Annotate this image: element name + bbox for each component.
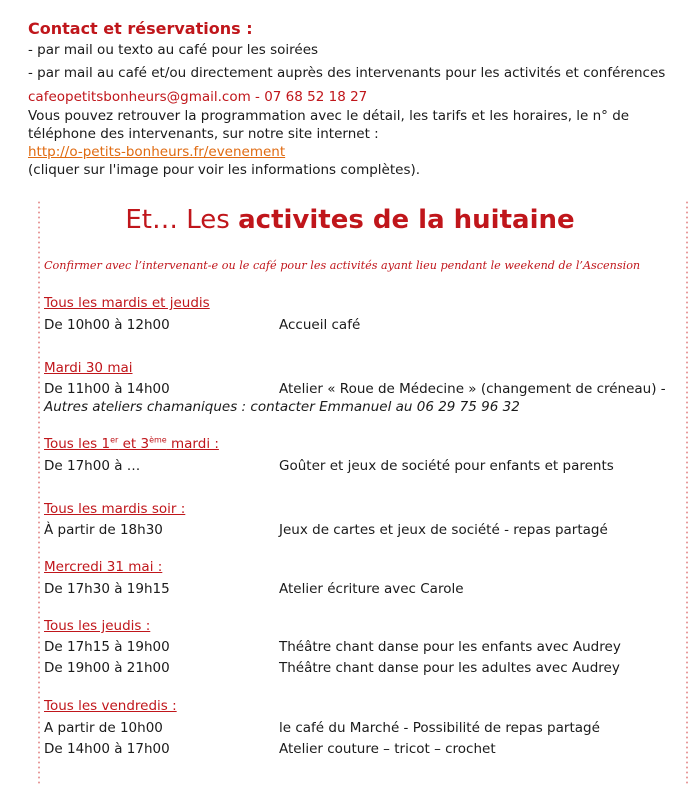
heading-part-b: et 3 — [118, 436, 150, 452]
contact-email-phone[interactable]: cafeopetitsbonheurs@gmail.com - 07 68 52 18 27 — [28, 89, 368, 105]
activity-theatre-adultes: Théâtre chant danse pour les adultes avec Audrey — [279, 660, 620, 676]
activity-accueil-cafe: Accueil café — [279, 317, 361, 333]
time-theatre-enfants: De 17h15 à 19h00 — [44, 639, 170, 655]
activities-subtitle: Confirmer avec l’intervenant-e ou le café pour les activités ayant lieu pendant le weekend de l’Ascension — [44, 259, 641, 272]
time-accueil-cafe: De 10h00 à 12h00 — [44, 317, 170, 333]
activity-cafe-marche: le café du Marché - Possibilité de repas partagé — [279, 720, 600, 736]
heading-1er-3eme-mardi — [44, 435, 219, 453]
activity-theatre-enfants: Théâtre chant danse pour les enfants avec Audrey — [279, 639, 621, 655]
heading-mercredi-31-mai: Mercredi 31 mai : — [44, 559, 163, 575]
panel-left-border — [38, 200, 40, 785]
activity-atelier-ecriture: Atelier écriture avec Carole — [279, 581, 464, 597]
contact-line-1: - par mail ou texto au café pour les soirées — [28, 42, 319, 58]
heading-mardis-soir: Tous les mardis soir : — [44, 501, 186, 517]
heading-part-a: Tous les 1 — [44, 436, 111, 452]
click-note: (cliquer sur l'image pour voir les informations complètes). — [28, 162, 421, 178]
time-cafe-marche: A partir de 10h00 — [44, 720, 163, 736]
contact-line-2: - par mail au café et/ou directement auprès des intervenants pour les activités et conférences — [28, 65, 666, 81]
time-roue-medecine: De 11h00 à 14h00 — [44, 381, 170, 397]
info-line-1: Vous pouvez retrouver la programmation avec le détail, les tarifs et les horaires, le n° de — [28, 108, 630, 124]
heading-vendredis: Tous les vendredis : — [44, 698, 177, 714]
sup-er: er — [110, 435, 119, 445]
info-line-2: téléphone des intervenants, sur notre site internet : — [28, 126, 379, 142]
activity-atelier-couture: Atelier couture – tricot – crochet — [279, 741, 496, 757]
time-atelier-ecriture: De 17h30 à 19h15 — [44, 581, 170, 597]
activities-title — [0, 203, 700, 237]
panel-right-border — [686, 200, 688, 785]
time-atelier-couture: De 14h00 à 17h00 — [44, 741, 170, 757]
activity-roue-medecine: Atelier « Roue de Médecine » (changement de créneau) - — [279, 381, 666, 397]
time-jeux-cartes: À partir de 18h30 — [44, 522, 163, 538]
note-ateliers-chamaniques: Autres ateliers chamaniques : contacter Emmanuel au 06 29 75 96 32 — [44, 399, 520, 415]
contact-section — [28, 18, 693, 179]
activity-gouter: Goûter et jeux de société pour enfants et parents — [279, 458, 614, 474]
activity-jeux-cartes: Jeux de cartes et jeux de société - repas partagé — [279, 522, 608, 538]
heading-part-c: mardi : — [166, 436, 219, 452]
sup-eme: ème — [149, 435, 167, 445]
heading-mardi-30-mai: Mardi 30 mai — [44, 360, 133, 376]
time-theatre-adultes: De 19h00 à 21h00 — [44, 660, 170, 676]
heading-jeudis: Tous les jeudis : — [44, 618, 151, 634]
website-link[interactable]: http://o-petits-bonheurs.fr/evenement — [28, 144, 286, 160]
time-gouter: De 17h00 à … — [44, 458, 141, 474]
title-prefix: Et… Les — [125, 205, 239, 235]
contact-title: Contact et réservations : — [28, 19, 253, 38]
heading-mardis-jeudis: Tous les mardis et jeudis — [44, 295, 210, 311]
title-bold: activites de la huitaine — [238, 205, 575, 235]
